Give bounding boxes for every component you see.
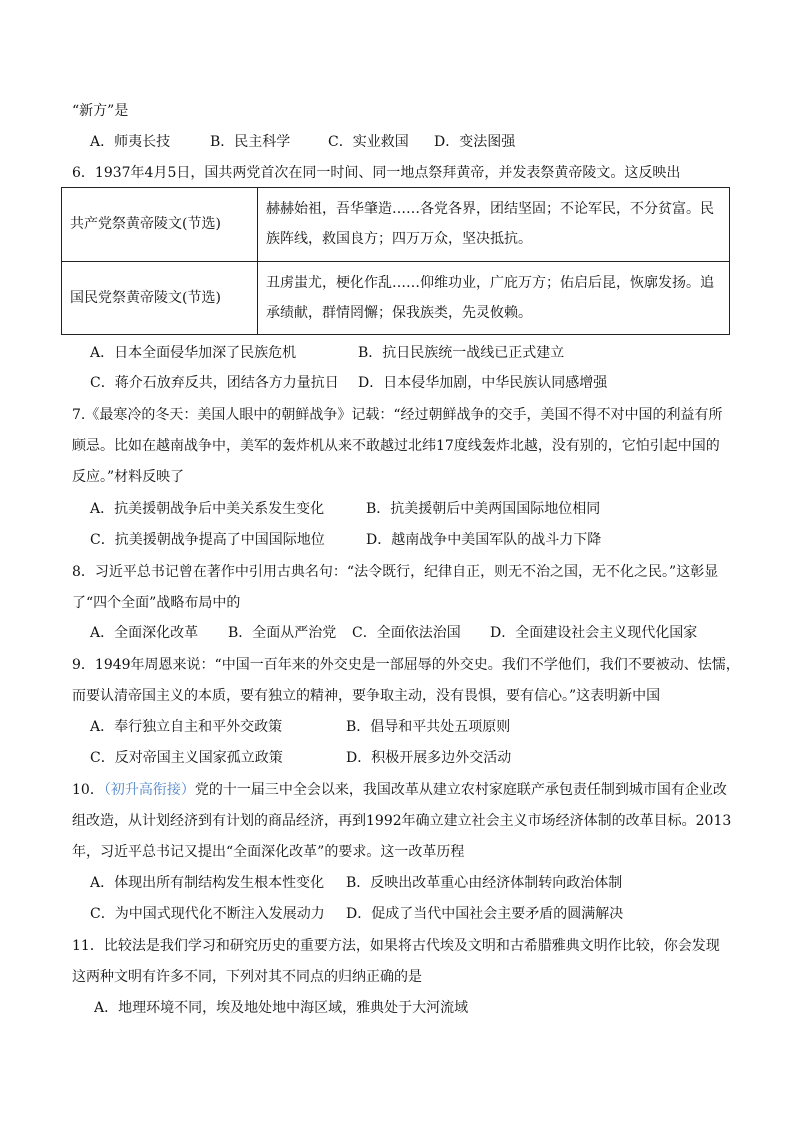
q8-stem-2: 了“四个全面”战略布局中的 <box>72 595 241 611</box>
row2-text-line2: 承绩献，群情罔懈；保我族类，先灵攸赖。 <box>266 304 532 321</box>
q7-options-row2 <box>90 530 601 550</box>
q9-options-row1 <box>90 717 510 737</box>
q5-options <box>90 132 515 152</box>
q10-option-a[interactable]: A．体现出所有制结构发生根本性变化 <box>90 875 325 891</box>
q6-options-row1 <box>90 343 564 363</box>
q8-option-c[interactable]: C．全面依法治国 <box>352 625 461 641</box>
q5-option-c[interactable]: C．实业救国 <box>328 134 409 150</box>
q8-stem-1: 8．习近平总书记曾在著作中引用古典名句：“法令既行，纪律自正，则无不治之国，无不化之民。”这彰显 <box>72 564 719 580</box>
table-row <box>62 188 730 262</box>
row1-text-line1: 赫赫始祖，吾华肇造……各党各界，团结坚固；不论军民，不分贫富。民 <box>266 201 714 218</box>
q10-tag: （初升高衔接） <box>103 782 195 798</box>
q11-stem-1: 11．比较法是我们学习和研究历史的重要方法，如果将古代埃及文明和古希腊雅典文明作比较，你会发现 <box>72 938 720 954</box>
q10-options-row2 <box>90 904 623 924</box>
q6-option-a[interactable]: A．日本全面侵华加深了民族危机 <box>90 345 297 361</box>
q6-option-b[interactable]: B．抗日民族统一战线已正式建立 <box>358 345 565 361</box>
q7-stem-3: 反应。”材料反映了 <box>72 469 185 485</box>
q5-stem-end: “新方”是 <box>72 103 129 119</box>
q6-options-row2 <box>90 373 607 393</box>
q9-stem-2: 而要认清帝国主义的本质，要有独立的精神，要争取主动，没有畏惧，要有信心。”这表明新中国 <box>72 688 661 704</box>
q10-options-row1 <box>90 873 622 893</box>
q10-stem-2: 组改造，从计划经济到有计划的商品经济，再到1992年确立建立社会主义市场经济体制的改革目标。2013 <box>72 813 732 829</box>
q9-option-c[interactable]: C．反对帝国主义国家孤立政策 <box>90 750 283 766</box>
q8-option-a[interactable]: A．全面深化改革 <box>90 625 199 641</box>
q7-options-row1 <box>90 499 600 519</box>
table-row <box>62 261 730 335</box>
q5-option-d[interactable]: D．变法图强 <box>434 134 516 150</box>
q10-number: 10． <box>72 782 104 798</box>
q9-stem-1: 9．1949年周恩来说：“中国一百年来的外交史是一部屈辱的外交史。我们不学他们，我们不要被动、怯懦， <box>72 657 740 673</box>
q8-option-d[interactable]: D．全面建设社会主义现代化国家 <box>490 625 698 641</box>
q7-option-b[interactable]: B．抗美援朝后中美两国国际地位相同 <box>366 501 601 517</box>
q7-stem-2: 顾忌。比如在越南战争中，美军的轰炸机从来不敢越过北纬17度线轰炸北越，没有别的，它怕引起中国的 <box>72 438 720 454</box>
q7-option-a[interactable]: A．抗美援朝战争后中美关系发生变化 <box>90 501 325 517</box>
q5-option-a[interactable]: A．师夷长技 <box>90 134 171 150</box>
q10-stem-text: 党的十一届三中全会以来，我国改革从建立农村家庭联产承包责任制到城市国有企业改 <box>194 782 727 798</box>
q11-option-a[interactable]: A．地理环境不同，埃及地处地中海区域，雅典处于大河流域 <box>94 1000 469 1016</box>
row2-text <box>258 261 730 335</box>
q8-option-b[interactable]: B．全面从严治党 <box>228 625 337 641</box>
q10-option-c[interactable]: C．为中国式现代化不断注入发展动力 <box>90 906 325 922</box>
row1-header: 共产党祭黄帝陵文(节选) <box>62 188 258 262</box>
q6-stem: 6．1937年4月5日，国共两党首次在同一时间、同一地点祭拜黄帝，并发表祭黄帝陵文。这反映出 <box>72 165 681 181</box>
q8-options <box>90 623 697 643</box>
q9-option-a[interactable]: A．奉行独立自主和平外交政策 <box>90 719 283 735</box>
rites-table <box>61 187 730 335</box>
q11-stem-2: 这两种文明有许多不同，下列对其不同点的归纳正确的是 <box>72 969 422 985</box>
row1-text <box>258 188 730 262</box>
q10-stem-3: 年，习近平总书记又提出“全面深化改革”的要求。这一改革历程 <box>72 844 465 860</box>
q7-option-d[interactable]: D．越南战争中美国军队的战斗力下降 <box>366 532 602 548</box>
q9-option-b[interactable]: B．倡导和平共处五项原则 <box>346 719 511 735</box>
q10-option-b[interactable]: B．反映出改革重心由经济体制转向政治体制 <box>346 875 623 891</box>
q10-stem-1 <box>72 780 727 800</box>
q6-option-d[interactable]: D．日本侵华加剧，中华民族认同感增强 <box>358 375 608 391</box>
q7-option-c[interactable]: C．抗美援朝战争提高了中国国际地位 <box>90 532 325 548</box>
q10-option-d[interactable]: D．促成了当代中国社会主要矛盾的圆满解决 <box>346 906 624 922</box>
row2-text-line1: 丑虏蚩尤，梗化作乱……仰维功业，广庇万方；佑启后昆，恢廓发扬。追 <box>266 274 714 291</box>
q9-options-row2 <box>90 748 511 768</box>
q7-stem-1: 7.《最寒冷的冬天：美国人眼中的朝鲜战争》记载：“经过朝鲜战争的交手，美国不得不对中国的利益有所 <box>72 407 723 423</box>
row2-header: 国民党祭黄帝陵文(节选) <box>62 261 258 335</box>
row1-text-line2: 族阵线，救国良方；四万万众，坚决抵抗。 <box>266 231 532 248</box>
q6-option-c[interactable]: C．蒋介石放弃反共，团结各方力量抗日 <box>90 375 339 391</box>
q5-option-b[interactable]: B．民主科学 <box>210 134 291 150</box>
q9-option-d[interactable]: D．积极开展多边外交活动 <box>346 750 512 766</box>
